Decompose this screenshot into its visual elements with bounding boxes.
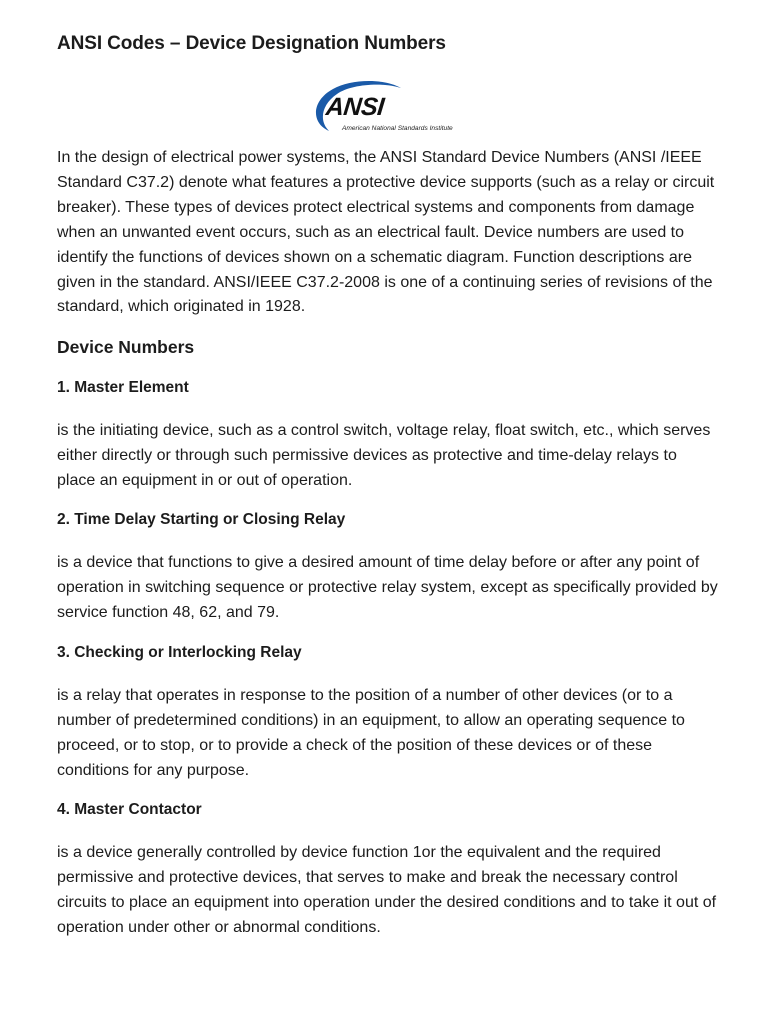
device-description: is a device that functions to give a desired amount of time delay before or after any point of operation in switching sequence or protective relay system, except as specifically provided by service function 48, 62, and 79. [57,554,718,621]
device-title: 4. Master Contactor [57,801,202,818]
device-title: 2. Time Delay Starting or Closing Relay [57,511,346,528]
intro-paragraph: In the design of electrical power systems, the ANSI Standard Device Numbers (ANSI /IEEE Standard C37.2) denote what features a protective device supports (such as a relay or circuit breaker). These types of devices protect electrical systems and components from damage when an unwanted event occurs, such as an electrical fault. Device numbers are used to identify the functions of devices shown on a schematic diagram. Function descriptions are given in the standard. ANSI/IEEE C37.2-2008 is one of a continuing series of revisions of the standard, which originated in 1928. [57,149,715,316]
ansi-logo-icon [307,79,463,137]
section-heading: Device Numbers [57,337,195,357]
device-description: is a relay that operates in response to the position of a number of other devices (or to a number of predetermined conditions) in an equipment, to allow an operating sequence to proceed, or to stop, or to provide a check of the position of these devices or of these conditions for any purpose. [57,687,685,779]
device-description: is a device generally controlled by device function 1or the equivalent and the required permissive and protective devices, that serves to make and break the necessary control circuits to place an equipment into operation under the desired conditions and to take it out of operation under other or abnormal conditions. [57,844,717,936]
page-title: ANSI Codes – Device Designation Numbers [57,33,446,54]
device-title: 3. Checking or Interlocking Relay [57,644,302,661]
device-description: is the initiating device, such as a control switch, voltage relay, float switch, etc., which serves either directly or through such permissive devices as protective and time-delay relays to place an equipment in or out of operation. [57,422,711,489]
logo-subtitle: American National Standards Institute [342,125,453,132]
logo-wordmark: ANSI [324,93,386,121]
device-title: 1. Master Element [57,379,189,396]
